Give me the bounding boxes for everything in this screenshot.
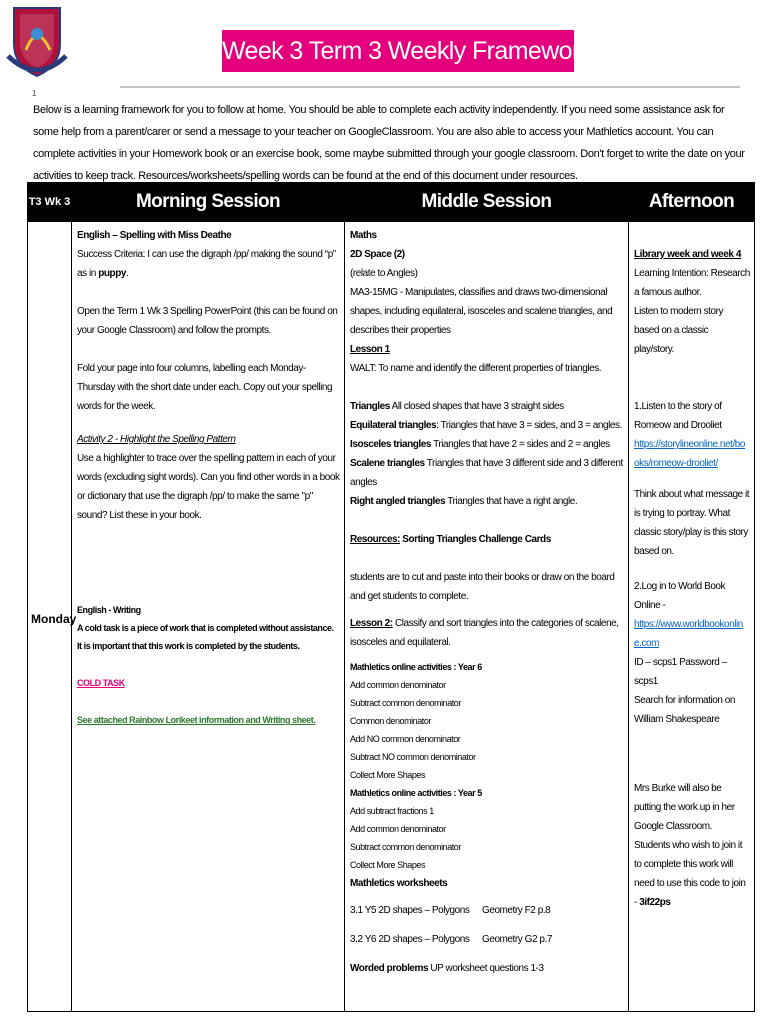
writing-text: A cold task is a piece of work that is completed without assistance. It is important that this work is completed by the students. [77,623,334,651]
search-shakespeare: Search for information on William Shakespeare [634,695,736,725]
y6-activities: Add common denominator Subtract common denominator Common denominator Add NO common denominator Subtract NO common denominator Collect More Shapes [350,680,476,780]
header-afternoon: Afternoon [629,183,755,222]
storyline-link[interactable]: https://storylineonline.net/books/romeow-drooliet/ [634,439,746,469]
space-topic: 2D Space (2) [350,249,405,260]
title-divider [120,86,740,88]
header-morning: Morning Session [72,183,345,222]
listen-romeow: 1.Listen to the story of Romeow and Drooliet [634,401,722,431]
relate-note: (relate to Angles) [350,268,418,279]
lesson-1-label: Lesson 1 [350,344,390,355]
login-credentials: ID – scps1 Password – scps1 [634,657,727,687]
fold-instruction: Fold your page into four columns, labelling each Monday-Thursday with the short date under each. Copy out your spelling words for the week. [77,363,333,412]
mathletics-y5-heading: Mathletics online activities : Year 5 [350,788,482,798]
header-middle: Middle Session [345,183,629,222]
activity-2-title: Activity 2 - Highlight the Spelling Pattern [77,434,236,445]
spelling-heading: English – Spelling with Miss Deathe [77,230,232,241]
morning-cell [72,222,345,1012]
mathletics-worksheets-heading: Mathletics worksheets [350,878,448,889]
world-book-login: 2.Log in to World Book Online - [634,581,726,611]
walt-text: WALT: To name and identify the different properties of triangles. [350,363,602,374]
header-week: T3 Wk 3 [28,183,72,222]
middle-cell [345,222,629,1012]
success-criteria: Success Criteria: I can use the digraph /pp/ making the sound “p” as in puppy. [77,249,336,279]
activity-2-text: Use a highlighter to trace over the spelling pattern in each of your words (excluding sight words). Can you find other words in a book or dictionary that use the digraph /pp/ to make the same "p" sound? List these in your book. [77,453,340,521]
weekly-framework-table [27,182,755,1012]
y5-activities: Add subtract fractions 1 Add common denominator Subtract common denominator Collect More Shapes [350,806,461,870]
maths-heading: Maths [350,230,377,241]
writing-heading: English - Writing [77,605,141,615]
burke-classroom-note: Mrs Burke will also be putting the work up in her Google Classroom. Students who wish to join it to complete this work will need to use this code to join - 3if22ps [634,783,746,908]
mathletics-y6-heading: Mathletics online activities : Year 6 [350,662,482,672]
outcome-text: MA3-15MG - Manipulates, classifies and draws two-dimensional shapes, including equilateral, isosceles and scalene triangles, and describes their properties [350,287,613,336]
school-crest-logo [6,4,68,80]
world-book-link[interactable]: https://www.worldbookonline.com [634,619,743,649]
page-title: Week 3 Term 3 Weekly Framework Stage 3 [222,30,574,72]
intro-paragraph: Below is a learning framework for you to follow at home. You should be able to complete each activity independently. If you need some assistance ask for some help from a parent/carer or send a message to your teacher on GoogleClassroom. You are also able to access your Mathletics account. You can complete activities in your Homework book or an exercise book, some maybe submitted through your google classroom. Don't forget to write the date on your activities to keep track. Resources/worksheets/spelling words can be found at the end of this document under resources. [33,104,745,182]
right-angled-def: Right angled triangles Triangles that have a right angle. [350,496,578,507]
cut-paste-text: students are to cut and paste into their books or draw on the board and get students to complete. [350,572,615,602]
worksheet-row-1: 3.1 Y5 2D shapes – Polygons Geometry F2 p.8 [350,905,551,916]
worksheet-row-2: 3.2 Y6 2D shapes – Polygons Geometry G2 p.7 [350,934,552,945]
scalene-def: Scalene triangles Triangles that have 3 different side and 3 different angles [350,458,623,488]
isosceles-def: Isosceles triangles Triangles that have 2 = sides and 2 = angles [350,439,610,450]
cold-task-label: COLD TASK [77,678,125,688]
equilateral-def: Equilateral triangles: Triangles that have 3 = sides, and 3 = angles. [350,420,622,431]
think-message: Think about what message it is trying to portray. What classic story/play is this story based on. [634,489,750,557]
rainbow-lorikeet-note: See attached Rainbow Lorikeet information and Writing sheet. [77,715,316,725]
day-label: Monday [28,222,72,1012]
triangles-def: Triangles All closed shapes that have 3 straight sides [350,401,564,412]
resources-line: Resources: Sorting Triangles Challenge Cards [350,534,551,545]
afternoon-cell [629,222,755,1012]
lesson-2-line: Lesson 2: Classify and sort triangles into the categories of scalene, isosceles and equilateral. [350,618,619,648]
library-heading: Library week and week 4 [634,249,741,260]
listen-modern-story: Listen to modern story based on a classic play/story. [634,306,724,355]
learning-intention: Learning Intention: Research a famous author. [634,268,750,298]
page-marker: 1 [32,89,37,98]
worded-problems-line: Worded problems UP worksheet questions 1-3 [350,963,544,974]
open-ppt-instruction: Open the Term 1 Wk 3 Spelling PowerPoint (this can be found on your Google Classroom) and follow the prompts. [77,306,338,336]
